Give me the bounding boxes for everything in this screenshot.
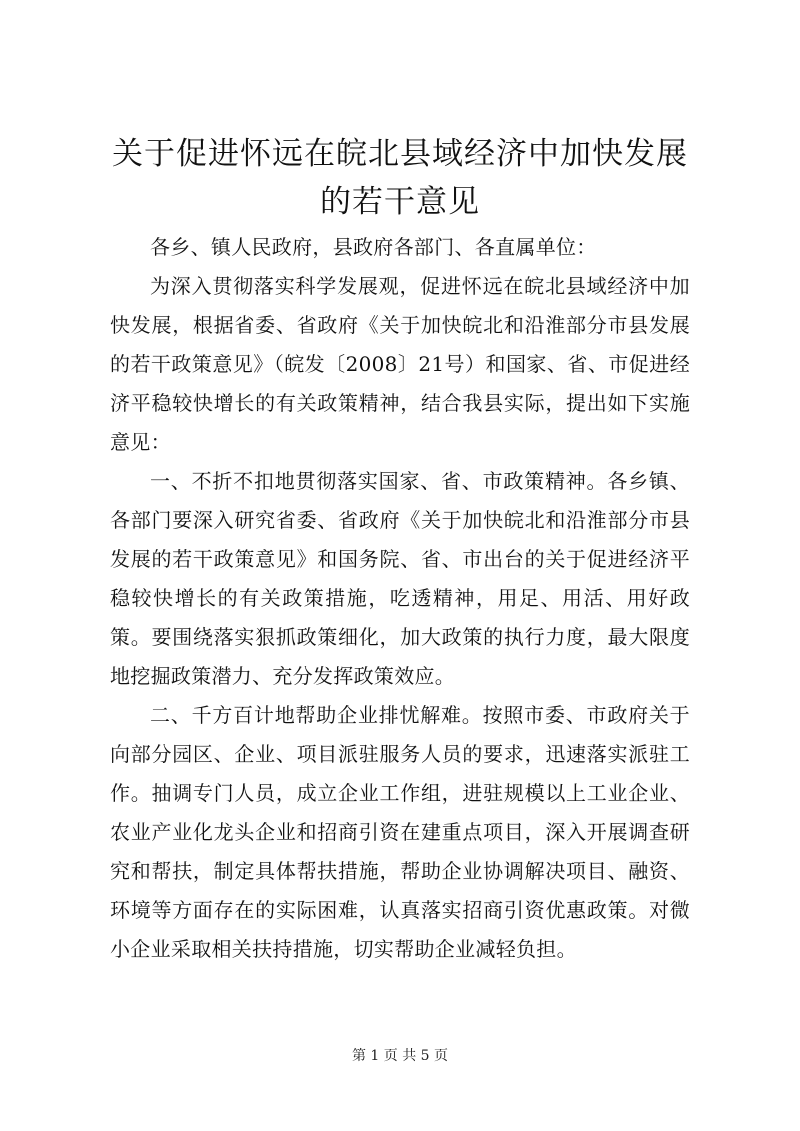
section-one-paragraph: 一、不折不扣地贯彻落实国家、省、市政策精神。各乡镇、各部门要深入研究省委、省政府《关于加快皖北和沿淮部分市县发展的若干政策意见》和国务院、省、市出台的关于促进经济平稳较快增长的有关政策措施，吃透精神，用足、用活、用好政策。要围绕落实狠抓政策细化，加大政策的执行力度，最大限度地挖掘政策潜力、充分发挥政策效应。 — [110, 469, 690, 688]
section-two-paragraph: 二、千方百计地帮助企业排忧解难。按照市委、市政府关于向部分园区、企业、项目派驻服务人员的要求，迅速落实派驻工作。抽调专门人员，成立企业工作组，进驻规模以上工业企业、农业产业化龙头企业和招商引资在建重点项目，深入开展调查研究和帮扶，制定具体帮扶措施，帮助企业协调解决项目、融资、环境等方面存在的实际困难，认真落实招商引资优惠政策。对微小企业采取相关扶持措施，切实帮助企业减轻负担。 — [110, 703, 690, 961]
document-body — [110, 228, 690, 969]
document-title: 关于促进怀远在皖北县域经济中加快发展的若干意见 — [112, 136, 688, 220]
intro-paragraph: 为深入贯彻落实科学发展观，促进怀远在皖北县域经济中加快发展，根据省委、省政府《关于加快皖北和沿淮部分市县发展的若干政策意见》（皖发〔2008〕21号）和国家、省、市促进经济平稳较快增长的有关政策精神，结合我县实际，提出如下实施意见： — [110, 274, 690, 454]
salutation-paragraph: 各乡、镇人民政府，县政府各部门、各直属单位： — [150, 235, 597, 259]
page-number-footer: 第 1 页 共 5 页 — [351, 1048, 449, 1064]
